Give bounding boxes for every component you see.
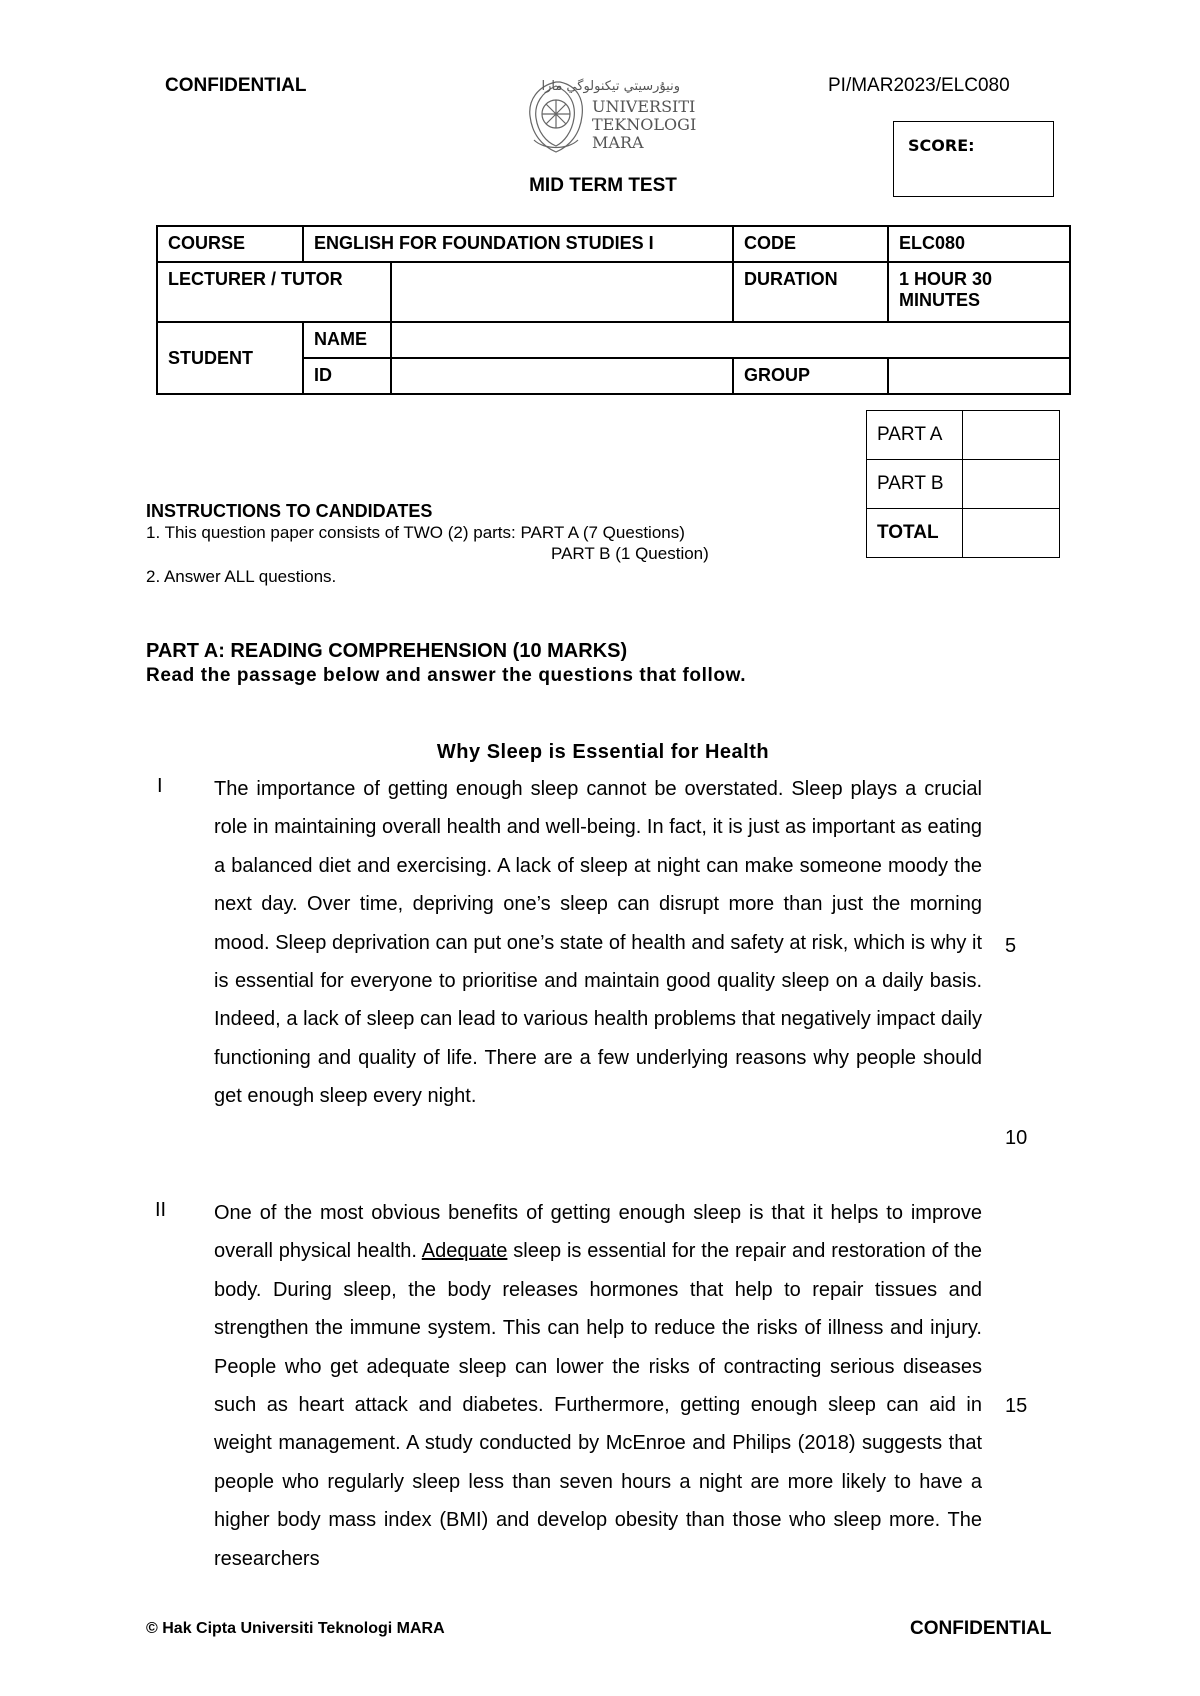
name-field[interactable] [391,322,1070,358]
part-a-heading: PART A: READING COMPREHENSION (10 MARKS) [146,640,628,662]
duration-value: 1 HOUR 30 MINUTES [888,262,1070,322]
uitm-crest-icon [520,76,710,156]
paper-code: PI/MAR2023/ELC080 [828,75,1010,96]
paragraph-2-text-after: sleep is essential for the repair and restoration of the body. During sleep, the body releases hormones that help to repair tissues and strengthen the immune system. This can help to reduce the risks of illness and injury. People who get adequate sleep can lower the risks of contracting serious diseases such as heart attack and diabetes. Furthermore, getting enough sleep can aid in weight management. A study conducted by McEnroe and Philips (2018) suggests that people who regularly sleep less than seven hours a night are more likely to have a higher body mass index (BMI) and develop obesity than those who sleep more. The researchers [214,1240,982,1570]
id-label: ID [303,358,391,394]
part-a-score[interactable] [963,411,1060,460]
marks-row [867,509,1060,558]
group-label: GROUP [733,358,888,394]
instruction-item-1: 1. This question paper consists of TWO (2) parts: PART A (7 Questions) [146,523,685,542]
svg-text:ﻭﻧﻴﯘﺭﺳﻴﺘﻲ ﺗﻴﻜﻨﻮﻟﻮﮔﻲ ﻣﺎﺭﺍ: ﻭﻧﻴﯘﺭﺳﻴﺘﻲ ﺗﻴﻜﻨﻮﻟﻮﮔﻲ ﻣﺎﺭﺍ [541,79,680,94]
score-label: SCORE: [908,136,975,155]
line-number: 10 [1005,1127,1028,1149]
paragraph-number-2: II [155,1199,167,1221]
duration-label: DURATION [733,262,888,322]
course-value: ENGLISH FOR FOUNDATION STUDIES I [303,226,733,262]
svg-text:MARA: MARA [592,133,644,152]
university-logo [520,76,710,156]
total-score[interactable] [963,509,1060,558]
course-label: COURSE [157,226,303,262]
paragraph-number-1: I [157,775,163,797]
passage-title: Why Sleep is Essential for Health [436,741,770,763]
total-label: TOTAL [867,509,963,558]
part-b-label: PART B [867,460,963,509]
instructions-heading: INSTRUCTIONS TO CANDIDATES [146,501,433,521]
marks-row [867,411,1060,460]
svg-text:TEKNOLOGI: TEKNOLOGI [592,115,697,134]
instruction-item-2: 2. Answer ALL questions. [146,567,337,586]
line-number: 15 [1005,1395,1028,1417]
test-title: MID TERM TEST [529,175,677,196]
name-label: NAME [303,322,391,358]
marks-table [866,410,1060,558]
underlined-term: Adequate [421,1240,508,1263]
exam-info-table [156,225,1071,395]
line-number: 5 [1005,935,1017,957]
confidential-footer-right: CONFIDENTIAL [910,1618,1052,1639]
part-a-label: PART A [867,411,963,460]
paragraph-2 [214,1194,982,1578]
code-label: CODE [733,226,888,262]
paragraph-2-text-before: One of the most obvious benefits of getting enough sleep is that it helps to improve overall physical health. [214,1202,982,1263]
lecturer-field[interactable] [391,262,733,322]
code-value: ELC080 [888,226,1070,262]
group-field[interactable] [888,358,1070,394]
student-label: STUDENT [157,322,303,394]
paragraph-1: The importance of getting enough sleep cannot be overstated. Sleep plays a crucial role in maintaining overall health and well-being. In fact, it is just as important as eating a balanced diet and exercising. A lack of sleep at night can make someone moody the next day. Over time, depriving one’s sleep can disrupt more than just the morning mood. Sleep deprivation can put one’s state of health and safety at risk, which is why it is essential for everyone to prioritise and maintain good quality sleep on a daily basis. Indeed, a lack of sleep can lead to various health problems that negatively impact daily functioning and quality of life. There are a few underlying reasons why people should get enough sleep every night. [214,778,982,1108]
confidential-header-left: CONFIDENTIAL [165,75,307,96]
part-b-score[interactable] [963,460,1060,509]
id-field[interactable] [391,358,733,394]
marks-row [867,460,1060,509]
instruction-item-1-continued: PART B (1 Question) [551,544,709,563]
part-a-subheading: Read the passage below and answer the questions that follow. [146,665,747,686]
svg-text:UNIVERSITI: UNIVERSITI [592,97,696,116]
lecturer-label: LECTURER / TUTOR [157,262,391,322]
copyright-footer: © Hak Cipta Universiti Teknologi MARA [146,1620,445,1637]
